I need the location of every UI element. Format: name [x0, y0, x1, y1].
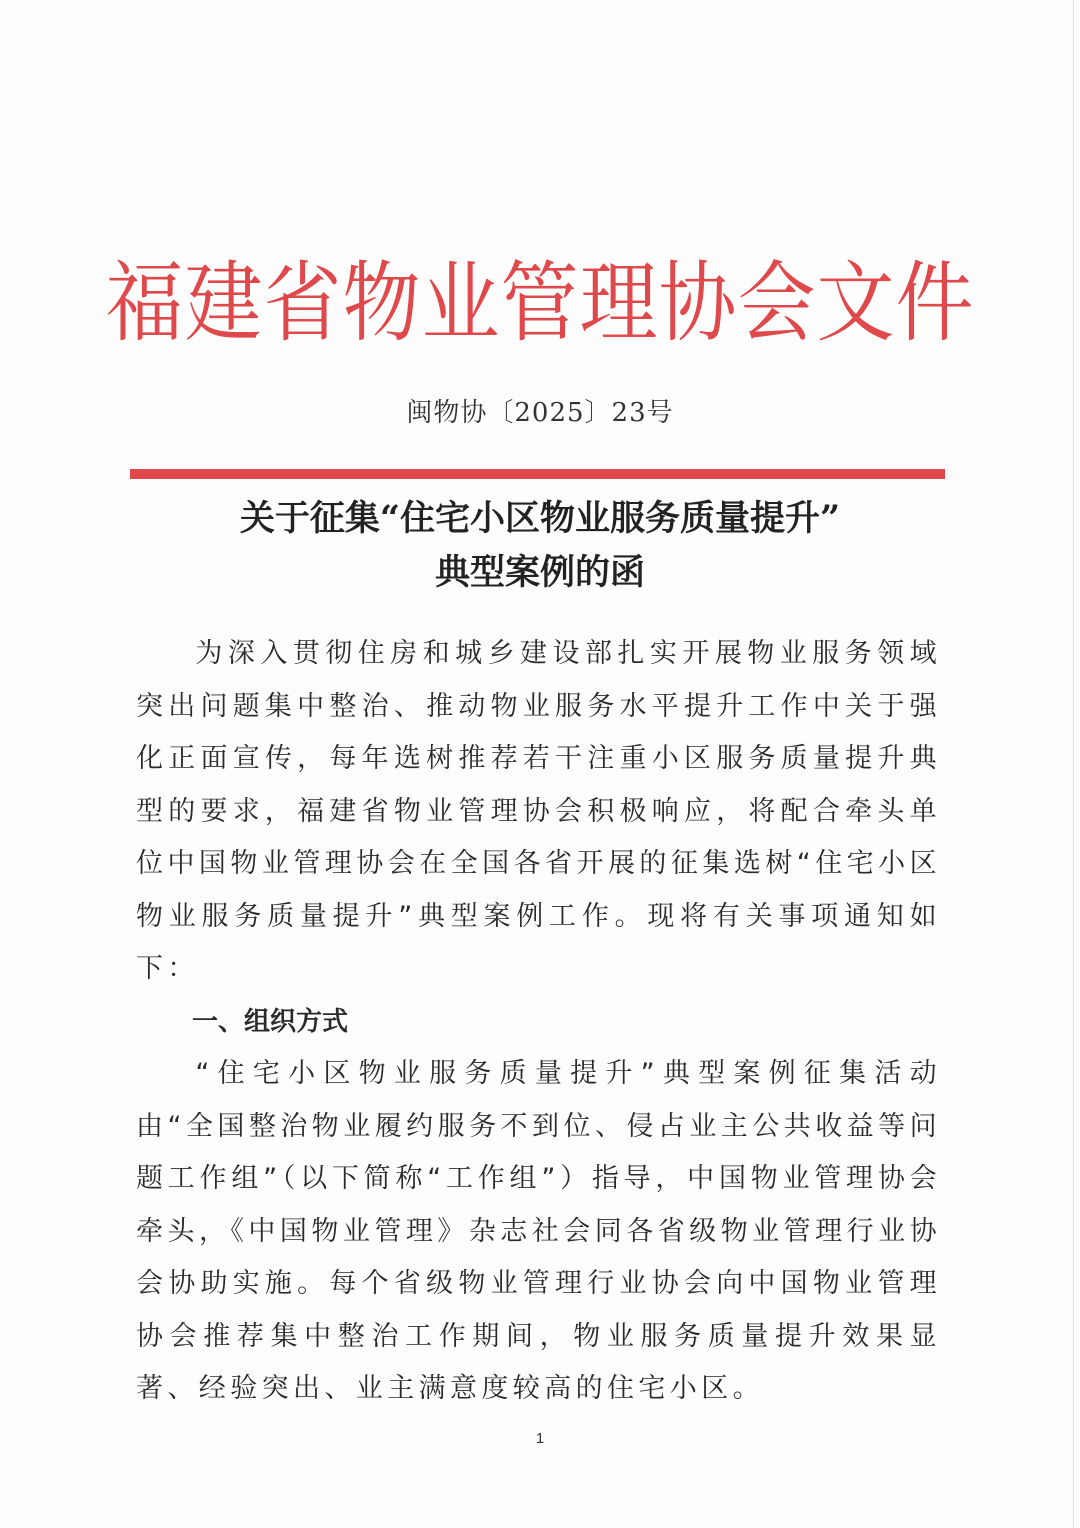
- document-title: [0, 492, 1080, 600]
- scan-edge-line: [1073, 0, 1074, 1528]
- section-heading-organization: 一、组织方式: [192, 1006, 349, 1037]
- section-paragraph-organization: “住宅小区物业服务质量提升”典型案例征集活动由“全国整治物业履约服务不到位、侵占业主公共收益等问题工作组”（以下简称“工作组”）指导，中国物业管理协会牵头，《中国物业管理》杂志社会同各省级物业管理行业协会协助实施。每个省级物业管理行业协会向中国物业管理协会推荐集中整治工作期间，物业服务质量提升效果显著、经验突出、业主满意度较高的住宅小区。: [136, 1058, 941, 1404]
- document-body: [136, 628, 941, 1416]
- document-number: 闽物协〔2025〕23号: [406, 398, 674, 428]
- intro-paragraph: 为深入贯彻住房和城乡建设部扎实开展物业服务领域突出问题集中整治、推动物业服务水平提升工作中关于强化正面宣传，每年选树推荐若干注重小区服务质量提升典型的要求，福建省物业管理协会积极响应，将配合牵头单位中国物业管理协会在全国各省开展的征集选树“住宅小区物业服务质量提升”典型案例工作。现将有关事项通知如下：: [136, 638, 941, 984]
- document-title-line-1: 关于征集“住宅小区物业服务质量提升”: [239, 498, 841, 539]
- red-divider-rule: [130, 469, 945, 479]
- page-number: 1: [535, 1430, 545, 1447]
- issuer-header: 福建省物业管理协会文件: [105, 253, 975, 355]
- document-title-line-2: 典型案例的函: [434, 552, 645, 593]
